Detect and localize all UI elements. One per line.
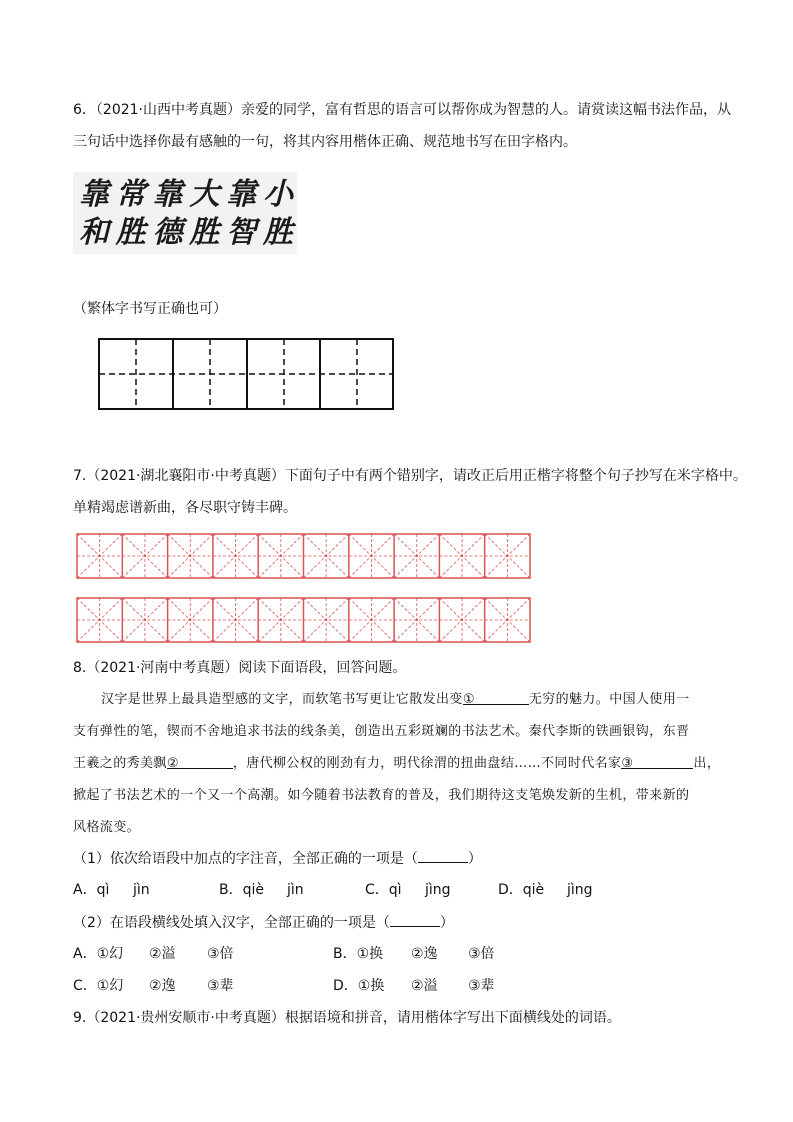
answer-blank-1[interactable] (418, 848, 468, 863)
option-d-value: jìng (567, 882, 593, 898)
q6-stem-line1: 6．（2021·山西中考真题）亲爱的同学，富有哲思的语言可以帮你成为智慧的人。请赏读这幅书法作品，从 (73, 102, 731, 118)
option-b-c: ③倍 (468, 946, 495, 962)
blank-3-marker: ③ (621, 756, 634, 771)
passage-text: 王羲之的秀美飘 (73, 756, 167, 771)
q8-passage-line2: 支有弹性的笔，锲而不舍地追求书法的线条美，创造出五彩斑斓的书法艺术。秦代李斯的铁画银钩，东晋 (73, 724, 690, 739)
q8-sub2 (73, 912, 454, 933)
option-a-b: ②溢 (149, 946, 176, 962)
option-c-b: ②逸 (149, 978, 176, 994)
tian-zi-grid[interactable] (98, 338, 394, 410)
calligraphy-char: 靠 (79, 177, 109, 212)
option-a-value: jìn (133, 882, 150, 898)
blank-2-marker: ② (166, 756, 179, 771)
q8-passage-line4: 掀起了书法艺术的一个又一个高潮。如今随着书法教育的普及，我们期待这支笔焕发新的生机，带来新的 (73, 788, 690, 803)
q6-note: （繁体字书写正确也可） (73, 301, 227, 317)
option-b-label[interactable]: B．qiè (219, 882, 264, 898)
option-c-c: ③辈 (207, 978, 234, 994)
calligraphy-char: 智 (226, 215, 257, 250)
q7-sentence: 单精竭虑谱新曲，各尽职守铸丰碑。 (73, 500, 297, 516)
calligraphy-char: 常 (115, 177, 146, 212)
answer-blank-2[interactable] (390, 912, 440, 927)
q8-stem: 8.（2021·河南中考真题）阅读下面语段，回答问题。 (73, 660, 407, 676)
passage-text: 出， (693, 756, 721, 771)
q8-sub2-text: （2）在语段横线处填入汉字，全部正确的一项是（ (73, 915, 390, 931)
calligraphy-char: 胜 (189, 215, 220, 250)
passage-text: 无穷的魅力。中国人使用一 (528, 692, 690, 707)
mi-zi-grid-row-2[interactable] (76, 597, 531, 643)
calligraphy-char: 小 (262, 177, 293, 212)
option-b-b: ②逸 (411, 946, 438, 962)
q8-passage-line5: 风格流变。 (73, 820, 141, 835)
blank-1-marker: ① (462, 692, 475, 707)
option-d-c: ③辈 (468, 978, 495, 994)
blank-3[interactable] (621, 754, 693, 769)
calligraphy-row-1 (79, 178, 293, 212)
q9-stem: 9.（2021·贵州安顺市·中考真题）根据语境和拼音，请用楷体字写出下面横线处的词语。 (73, 1010, 621, 1026)
calligraphy-image (73, 172, 297, 254)
calligraphy-char: 靠 (152, 177, 183, 212)
option-a-label[interactable]: A．qì (73, 882, 110, 898)
calligraphy-char: 胜 (115, 215, 146, 250)
q7-stem-line1: 7.（2021·湖北襄阳市·中考真题）下面句子中有两个错别字，请改正后用正楷字将整个句子抄写在米字格中。 (73, 468, 747, 484)
option-a-c: ③倍 (207, 946, 234, 962)
q8-sub1-text: （1）依次给语段中加点的字注音，全部正确的一项是（ (73, 851, 418, 867)
blank-2[interactable] (167, 754, 233, 769)
calligraphy-char: 德 (152, 215, 183, 250)
option-b[interactable]: B．①换 (333, 946, 384, 962)
passage-text: ，唐代柳公权的刚劲有力，明代徐渭的扭曲盘结……不同时代名家 (232, 756, 622, 771)
option-a[interactable]: A．①幻 (73, 946, 124, 962)
option-d-label[interactable]: D．qiè (498, 882, 545, 898)
option-d[interactable]: D．①换 (333, 978, 385, 994)
blank-1[interactable] (463, 690, 529, 705)
calligraphy-char: 大 (189, 177, 220, 212)
option-d-b: ②溢 (411, 978, 438, 994)
q6-stem-line2: 三句话中选择你最有感触的一句，将其内容用楷体正确、规范地书写在田字格内。 (73, 134, 577, 150)
calligraphy-row-2 (79, 216, 293, 250)
calligraphy-char: 胜 (262, 215, 293, 250)
option-c-value: jìng (425, 882, 451, 898)
option-c-label[interactable]: C．qì (365, 882, 402, 898)
q8-passage-line3 (73, 754, 720, 774)
q8-sub1 (73, 848, 482, 869)
calligraphy-char: 和 (79, 215, 109, 250)
passage-text: 汉字是世界上最具造型感的文字，而软笔书写更让它散发出变 (101, 692, 463, 707)
q8-sub2-close: ） (439, 915, 454, 931)
option-b-value: jìn (287, 882, 304, 898)
mi-zi-grid-row-1[interactable] (76, 533, 531, 579)
option-c[interactable]: C．①幻 (73, 978, 124, 994)
calligraphy-char: 靠 (226, 177, 257, 212)
q8-sub1-close: ） (467, 851, 482, 867)
q8-passage-line1 (101, 690, 690, 710)
